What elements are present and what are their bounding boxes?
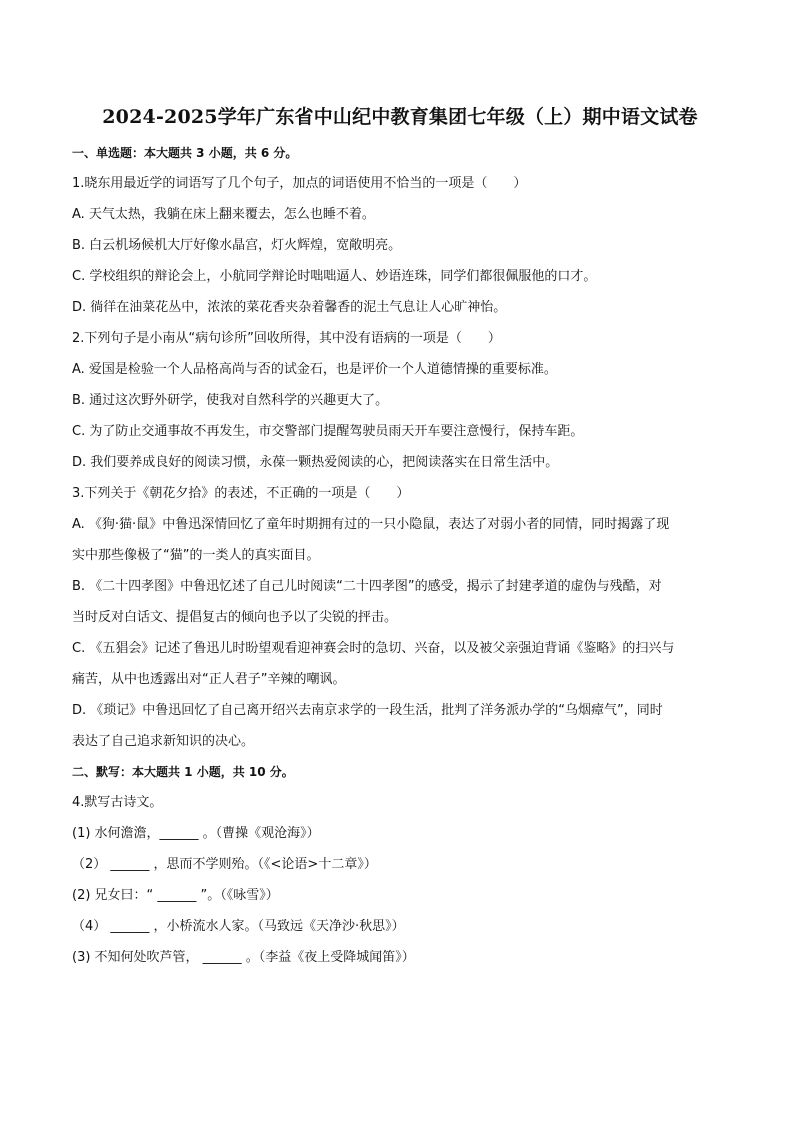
question-1-option-a: A. 天气太热，我躺在床上翻来覆去，怎么也睡不着。	[72, 207, 375, 222]
question-4-blank-5: (3) 不知何处吹芦管， ______ 。（李益《夜上受降城闻笛》）	[72, 950, 415, 965]
question-2-option-d: D. 我们要养成良好的阅读习惯，永葆一颗热爱阅读的心，把阅读落实在日常生活中。	[72, 455, 559, 470]
question-3-option-d-line-2: 表达了自己追求新知识的决心。	[72, 734, 255, 749]
question-1-option-c: C. 学校组织的辩论会上，小航同学辩论时咄咄逼人、妙语连珠，同学们都很佩服他的口才。	[72, 269, 597, 284]
page-title: 2024-2025学年广东省中山纪中教育集团七年级（上）期中语文试卷	[102, 106, 698, 128]
question-3-option-b-line-2: 当时反对白话文、提倡复古的倾向也予以了尖锐的抨击。	[72, 610, 398, 625]
question-2-option-b: B. 通过这次野外研学，使我对自然科学的兴趣更大了。	[72, 393, 389, 408]
question-4-stem: 4.默写古诗文。	[72, 795, 163, 810]
question-1-option-d: D. 徜徉在油菜花丛中，浓浓的菜花香夹杂着馨香的泥土气息让人心旷神怡。	[72, 300, 507, 315]
question-3-option-b-line-1: B. 《二十四孝图》中鲁迅忆述了自己儿时阅读“二十四孝图”的感受，揭示了封建孝道的虚伪与残酷，对	[72, 579, 662, 594]
question-3-option-c-line-1: C. 《五猖会》记述了鲁迅儿时盼望观看迎神赛会时的急切、兴奋，以及被父亲强迫背诵《鉴略》的扫兴与	[72, 641, 675, 656]
question-4-blank-1: (1) 水何澹澹，______ 。（曹操《观沧海》）	[72, 826, 320, 841]
question-2-option-c: C. 为了防止交通事故不再发生，市交警部门提醒驾驶员雨天开车要注意慢行，保持车距。	[72, 424, 584, 439]
question-3-option-a-line-1: A. 《狗·猫·鼠》中鲁迅深情回忆了童年时期拥有过的一只小隐鼠，表达了对弱小者的同情，同时揭露了现	[72, 517, 670, 532]
question-2-option-a: A. 爱国是检验一个人品格高尚与否的试金石，也是评价一个人道德情操的重要标准。	[72, 362, 557, 377]
question-2-stem: 2.下列句子是小南从“病句诊所”回收所得，其中没有语病的一项是（ ）	[72, 331, 501, 346]
question-3-option-c-line-2: 痛苦，从中也透露出对“正人君子”辛辣的嘲讽。	[72, 672, 346, 687]
section-heading-single-choice: 一、单选题：本大题共 3 小题，共 6 分。	[72, 146, 298, 160]
question-3-option-a-line-2: 实中那些像极了“猫”的一类人的真实面目。	[72, 548, 320, 563]
question-4-blank-4: （4） ______ ，小桥流水人家。（马致远《天净沙·秋思》）	[72, 919, 405, 934]
question-4-blank-3: (2) 兄女曰：“ ______ ”。（《咏雪》）	[72, 888, 279, 903]
question-1-option-b: B. 白云机场候机大厅好像水晶宫，灯火辉煌，宽敞明亮。	[72, 238, 402, 253]
question-3-option-d-line-1: D. 《琐记》中鲁迅回忆了自己离开绍兴去南京求学的一段生活，批判了洋务派办学的“乌烟瘴气”，同时	[72, 703, 663, 718]
question-3-stem: 3.下列关于《朝花夕拾》的表述，不正确的一项是（ ）	[72, 486, 410, 501]
section-heading-dictation: 二、默写：本大题共 1 小题，共 10 分。	[72, 765, 294, 779]
question-4-blank-2: （2） ______ ，思而不学则殆。（《<论语>十二章》）	[72, 857, 377, 872]
question-1-stem: 1.晓东用最近学的词语写了几个句子，加点的词语使用不恰当的一项是（ ）	[72, 176, 527, 191]
